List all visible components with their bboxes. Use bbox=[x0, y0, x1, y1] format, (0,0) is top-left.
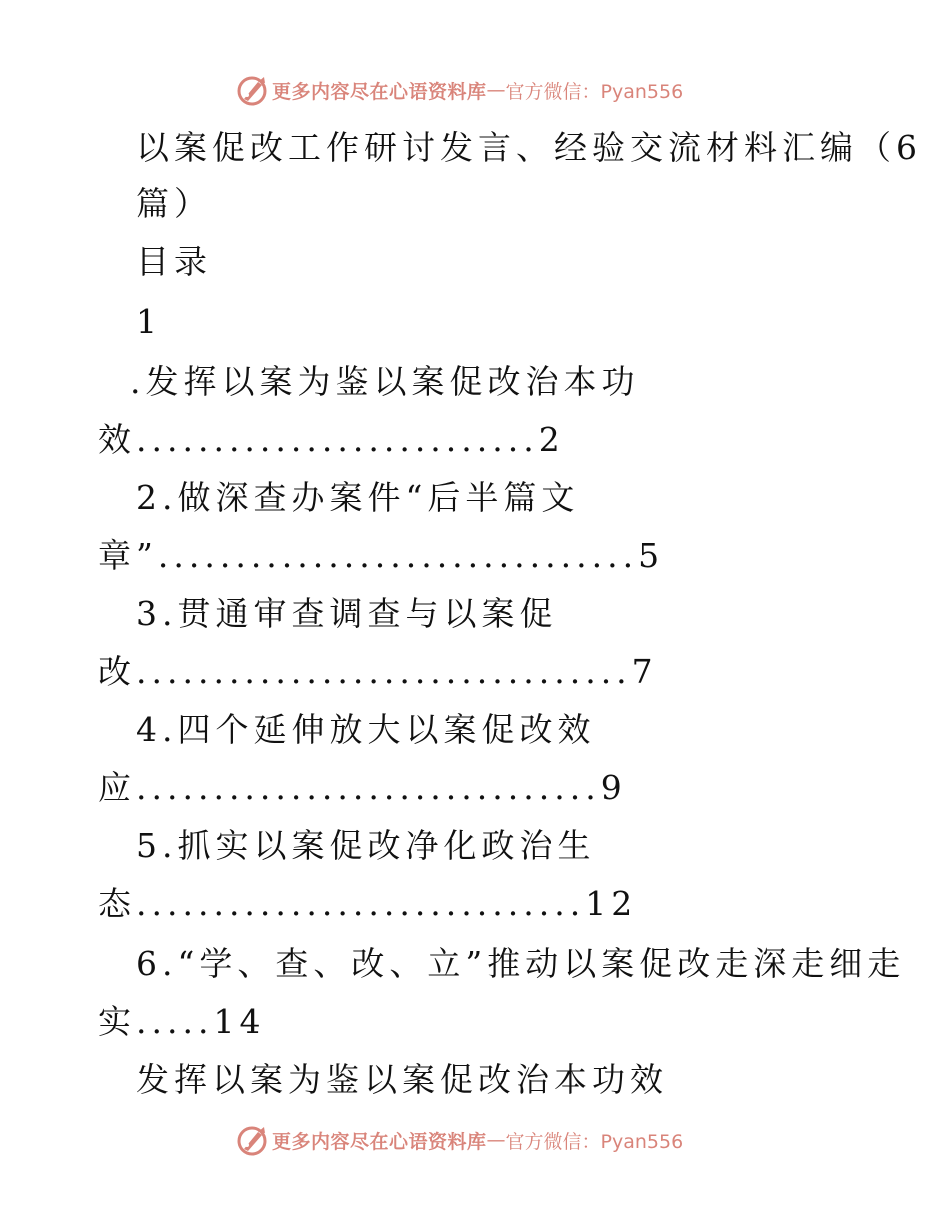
document-title-line1: 以案促改工作研讨发言、经验交流材料汇编（6 bbox=[136, 128, 922, 167]
toc-entry-5-page: 12 bbox=[585, 884, 638, 923]
toc-entry-6-leader bbox=[98, 1002, 265, 1042]
watermark-text: 更多内容尽在心语资料库 bbox=[272, 1130, 487, 1153]
toc-entry-5-title: 5.抓实以案促改净化政治生 bbox=[136, 826, 596, 865]
section-heading: 发挥以案为鉴以案促改治本功效 bbox=[136, 1060, 668, 1099]
toc-entry-4-dots: .............................. bbox=[136, 768, 601, 807]
watermark-header bbox=[236, 72, 683, 108]
toc-entry-5-tail: 态 bbox=[98, 884, 136, 923]
toc-entry-2-title: 2.做深查办案件“后半篇文 bbox=[136, 478, 580, 517]
toc-entry-2-leader bbox=[98, 536, 664, 576]
toc-entry-3-leader bbox=[98, 652, 658, 692]
quill-pen-logo-icon bbox=[236, 74, 268, 106]
watermark-footer bbox=[236, 1122, 683, 1158]
watermark-separator: — bbox=[486, 1129, 506, 1151]
toc-entry-4-tail: 应 bbox=[98, 768, 136, 807]
toc-entry-3-title: 3.贯通审查调查与以案促 bbox=[136, 594, 558, 633]
toc-entry-4-page: 9 bbox=[600, 768, 627, 807]
toc-entry-1-title: .发挥以案为鉴以案促改治本功 bbox=[130, 362, 640, 401]
toc-entry-5-leader bbox=[98, 884, 637, 924]
toc-entry-2-page: 5 bbox=[638, 536, 665, 575]
toc-entry-2-dots: ............................... bbox=[157, 536, 639, 575]
toc-entry-3-dots: ................................ bbox=[136, 652, 632, 691]
watermark-separator: — bbox=[486, 79, 506, 101]
toc-entry-6-tail: 实 bbox=[98, 1002, 136, 1041]
toc-entry-3-page: 7 bbox=[631, 652, 658, 691]
toc-entry-1-leader bbox=[98, 420, 565, 460]
toc-entry-6-page: 14 bbox=[213, 1002, 266, 1041]
document-title-line2: 篇） bbox=[136, 184, 212, 223]
toc-entry-6-title: 6.“学、查、改、立”推动以案促改走深走细走 bbox=[136, 944, 906, 983]
toc-heading: 目录 bbox=[136, 242, 212, 281]
quill-pen-logo-icon bbox=[236, 1124, 268, 1156]
toc-entry-2-tail: 章” bbox=[98, 536, 158, 575]
watermark-wechat: 官方微信：Pyan556 bbox=[505, 1130, 684, 1153]
toc-entry-1-page: 2 bbox=[538, 420, 565, 459]
toc-entry-1-dots: .......................... bbox=[136, 420, 539, 459]
toc-entry-5-dots: ............................. bbox=[136, 884, 586, 923]
toc-entry-6-dots: ..... bbox=[136, 1002, 214, 1041]
toc-entry-3-tail: 改 bbox=[98, 652, 136, 691]
toc-entry-1-number: 1 bbox=[136, 302, 162, 341]
toc-entry-4-leader bbox=[98, 768, 627, 808]
watermark-wechat: 官方微信：Pyan556 bbox=[505, 80, 684, 103]
toc-entry-1-tail: 效 bbox=[98, 420, 136, 459]
toc-entry-4-title: 4.四个延伸放大以案促改效 bbox=[136, 710, 596, 749]
watermark-text: 更多内容尽在心语资料库 bbox=[272, 80, 487, 103]
